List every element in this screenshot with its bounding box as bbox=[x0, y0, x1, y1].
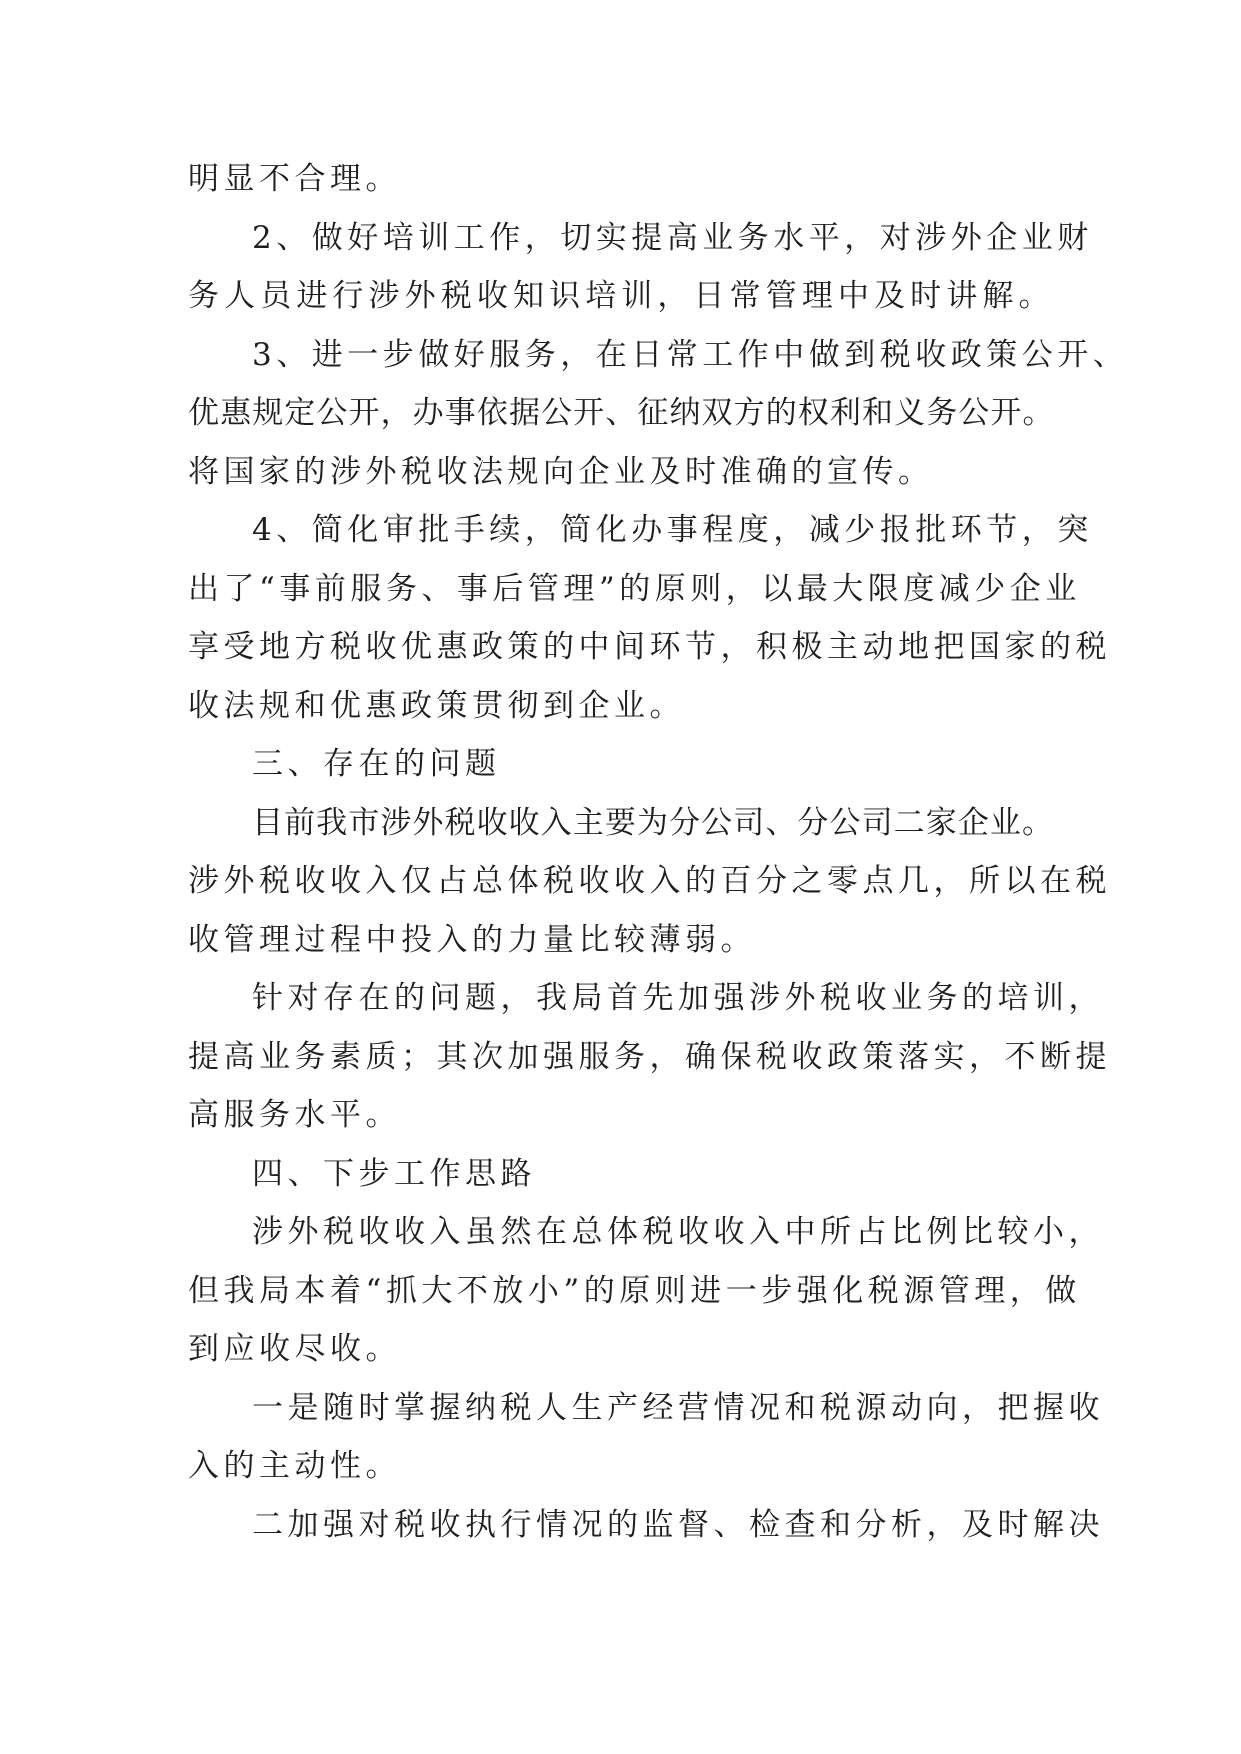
text-line: 收管理过程中投入的力量比较薄弱。 bbox=[188, 921, 756, 958]
text-line: 目前我市涉外税收收入主要为分公司、分公司二家企业。 bbox=[252, 804, 1054, 841]
text-line: 但我局本着“抓大不放小”的原则进一步强化税源管理，做 bbox=[188, 1272, 1081, 1309]
text-line: 一是随时掌握纳税人生产经营情况和税源动向，把握收 bbox=[252, 1389, 1104, 1426]
text-line: 明显不合理。 bbox=[188, 161, 401, 197]
text-line: 收法规和优惠政策贯彻到企业。 bbox=[188, 687, 685, 724]
text-line: 4、简化审批手续，简化办事程度，减少报批环节，突 bbox=[252, 512, 1093, 548]
text-line: 务人员进行涉外税收知识培训，日常管理中及时讲解。 bbox=[188, 278, 1054, 314]
text-line: 优惠规定公开，办事依据公开、征纳双方的权利和义务公开。 bbox=[188, 395, 1054, 431]
text-line: 出了“事前服务、事后管理”的原则，以最大限度减少企业 bbox=[188, 570, 1081, 607]
text-line: 入的主动性。 bbox=[188, 1448, 401, 1484]
text-line: 二加强对税收执行情况的监督、检查和分析，及时解决 bbox=[252, 1506, 1104, 1543]
text-line: 涉外税收收入虽然在总体税收收入中所占比例比较小， bbox=[252, 1214, 1104, 1250]
text-line: 3、进一步做好服务，在日常工作中做到税收政策公开、 bbox=[252, 336, 1129, 373]
section-heading: 三、存在的问题 bbox=[252, 746, 501, 782]
text-line: 到应收尽收。 bbox=[188, 1331, 401, 1367]
text-line: 高服务水平。 bbox=[188, 1097, 401, 1133]
text-line: 针对存在的问题，我局首先加强涉外税收业务的培训， bbox=[252, 980, 1104, 1016]
text-line: 享受地方税收优惠政策的中间环节，积极主动地把国家的税 bbox=[188, 629, 1111, 665]
section-heading: 四、下步工作思路 bbox=[252, 1155, 536, 1192]
text-line: 提高业务素质；其次加强服务，确保税收政策落实，不断提 bbox=[188, 1038, 1111, 1075]
text-line: 涉外税收收入仅占总体税收收入的百分之零点几，所以在税 bbox=[188, 863, 1111, 899]
text-line: 2、做好培训工作，切实提高业务水平，对涉外企业财 bbox=[252, 219, 1093, 256]
document-body bbox=[188, 150, 1129, 1554]
text-line: 将国家的涉外税收法规向企业及时准确的宣传。 bbox=[188, 453, 934, 490]
